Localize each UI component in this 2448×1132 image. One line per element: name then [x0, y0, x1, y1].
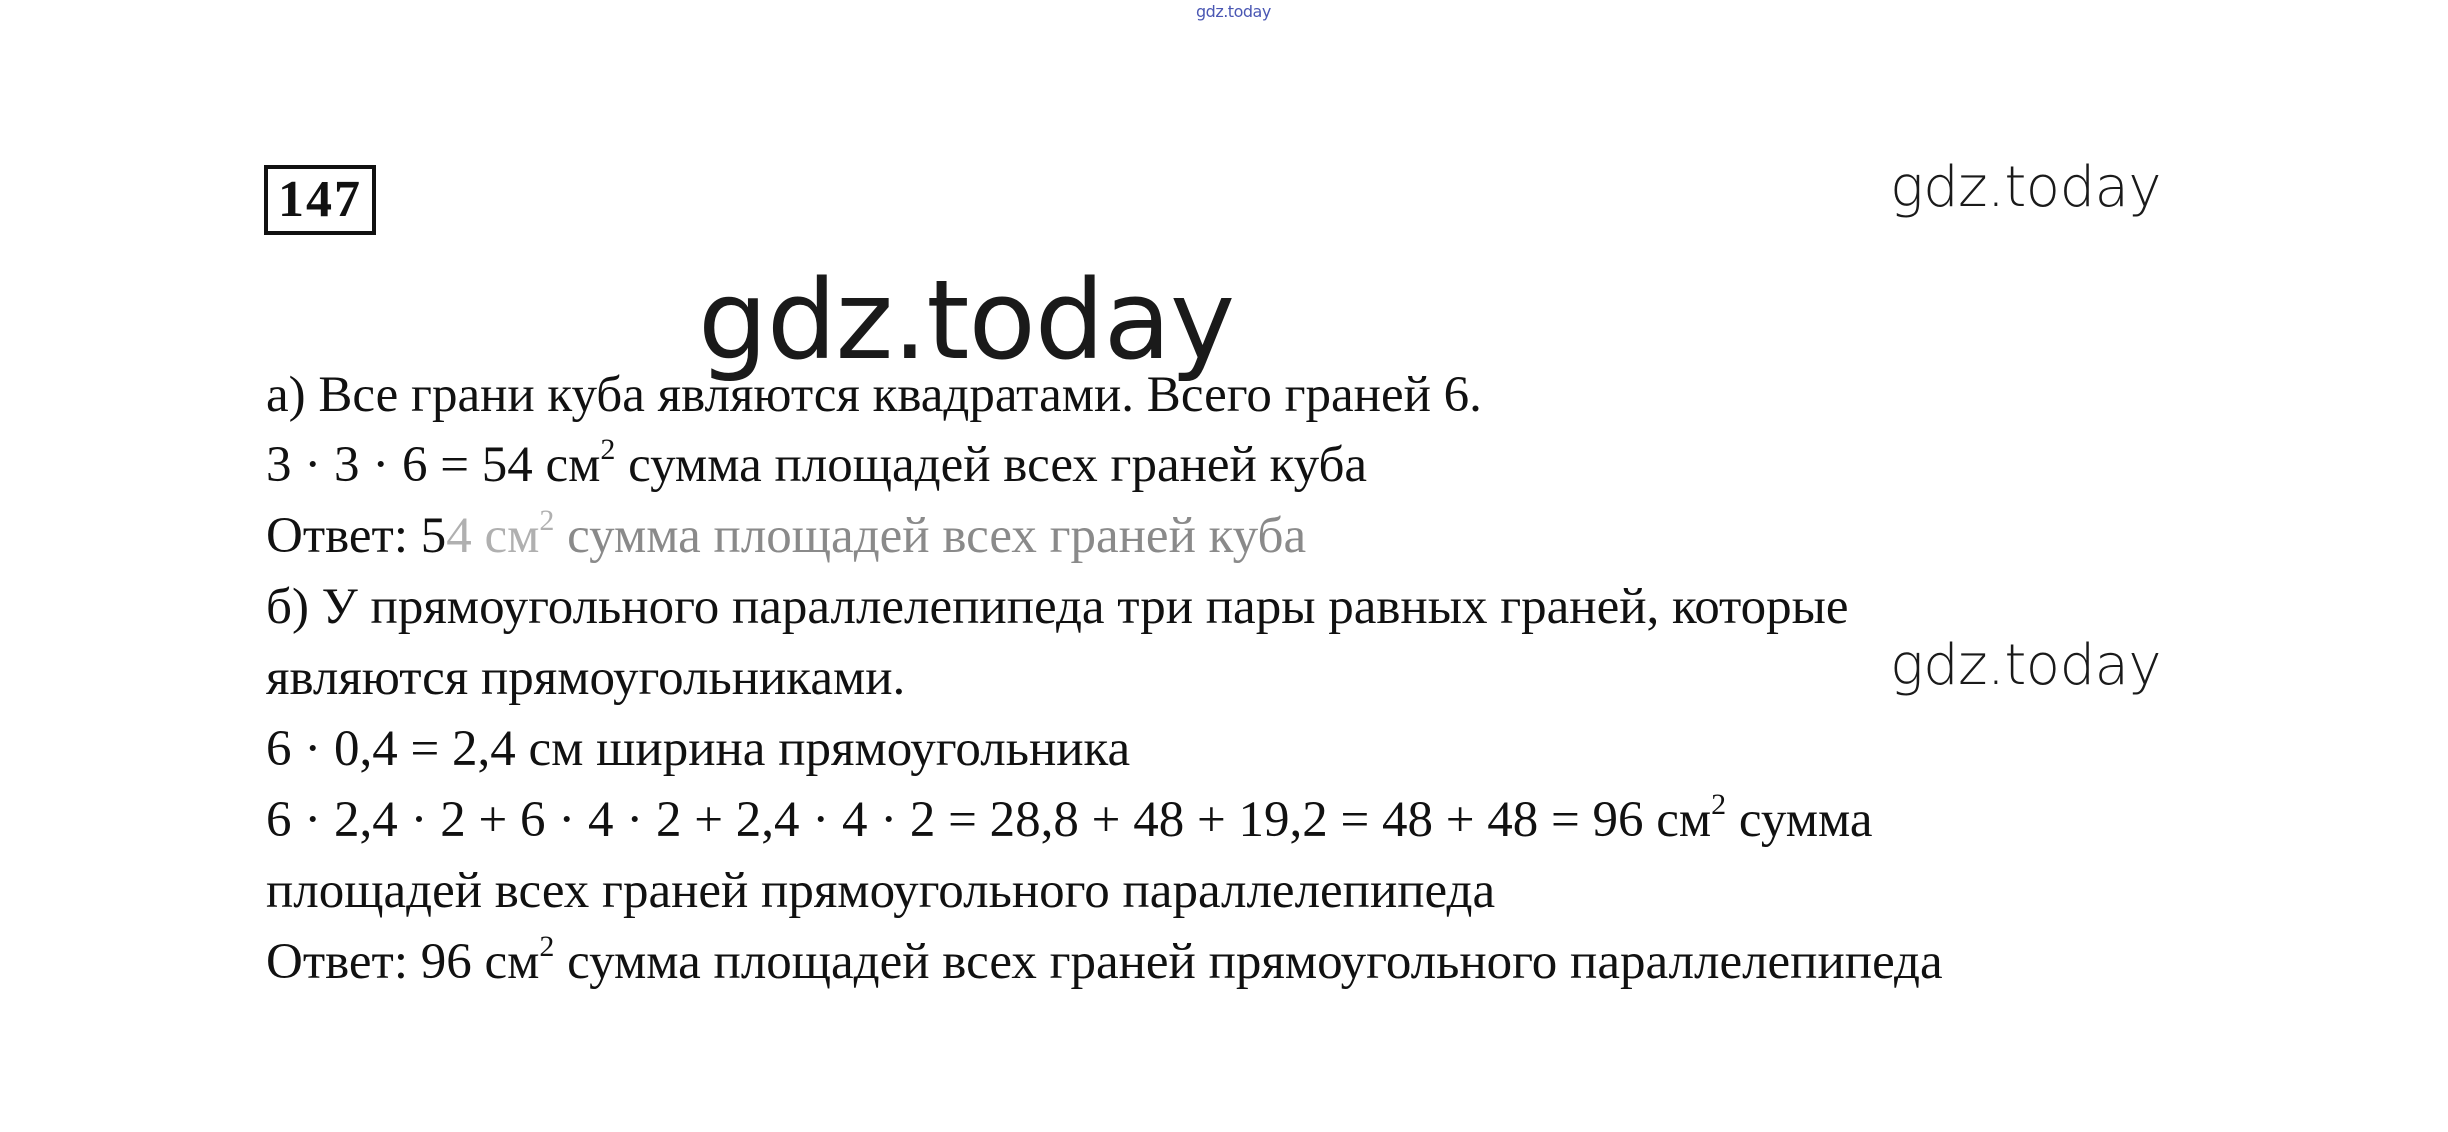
superscript: 2	[539, 504, 555, 537]
task-number: 147	[264, 165, 376, 235]
watermark-large: gdz.today	[698, 256, 1235, 384]
solution-line-a-answer	[266, 504, 1307, 564]
solution-line-b-calc-cont: площадей всех граней прямоугольного параллелепипеда	[266, 863, 1496, 919]
solution-line-b-width: 6 · 0,4 = 2,4 см ширина прямоугольника	[266, 721, 1131, 777]
line-text: сумма площадей всех граней куба	[615, 437, 1368, 493]
superscript: 2	[1711, 788, 1727, 821]
solution-line-b-answer	[266, 930, 1943, 990]
line-text-faded: 4 см	[446, 508, 540, 564]
solution-line-a-intro: а) Все грани куба являются квадратами. Всего граней 6.	[266, 367, 1482, 423]
solution-line-b-intro-cont: являются прямоугольниками.	[266, 650, 906, 706]
line-text: сумма	[1726, 792, 1873, 848]
superscript: 2	[539, 930, 555, 963]
watermark-right-top: gdz.today	[1890, 155, 2162, 220]
solution-line-b-intro: б) У прямоугольного параллелепипеда три пары равных граней, которые	[266, 579, 1849, 635]
solution-line-b-calc	[266, 788, 1873, 848]
line-text: Ответ: 96 см	[266, 934, 540, 990]
line-text: сумма площадей всех граней прямоугольного параллелепипеда	[554, 934, 1943, 990]
solution-line-a-calc	[266, 433, 1368, 493]
line-text: сумма площадей всех граней куба	[554, 508, 1307, 564]
watermark-top: gdz.today	[1196, 2, 1271, 21]
line-text: 3 · 3 · 6 = 54 см	[266, 437, 601, 493]
line-text: 6 · 2,4 · 2 + 6 · 4 · 2 + 2,4 · 4 · 2 = 28,8 + 48 + 19,2 = 48 + 48 = 96 см	[266, 792, 1712, 848]
superscript: 2	[600, 433, 616, 466]
watermark-right-middle: gdz.today	[1890, 633, 2162, 698]
line-text: Ответ: 5	[266, 508, 447, 564]
